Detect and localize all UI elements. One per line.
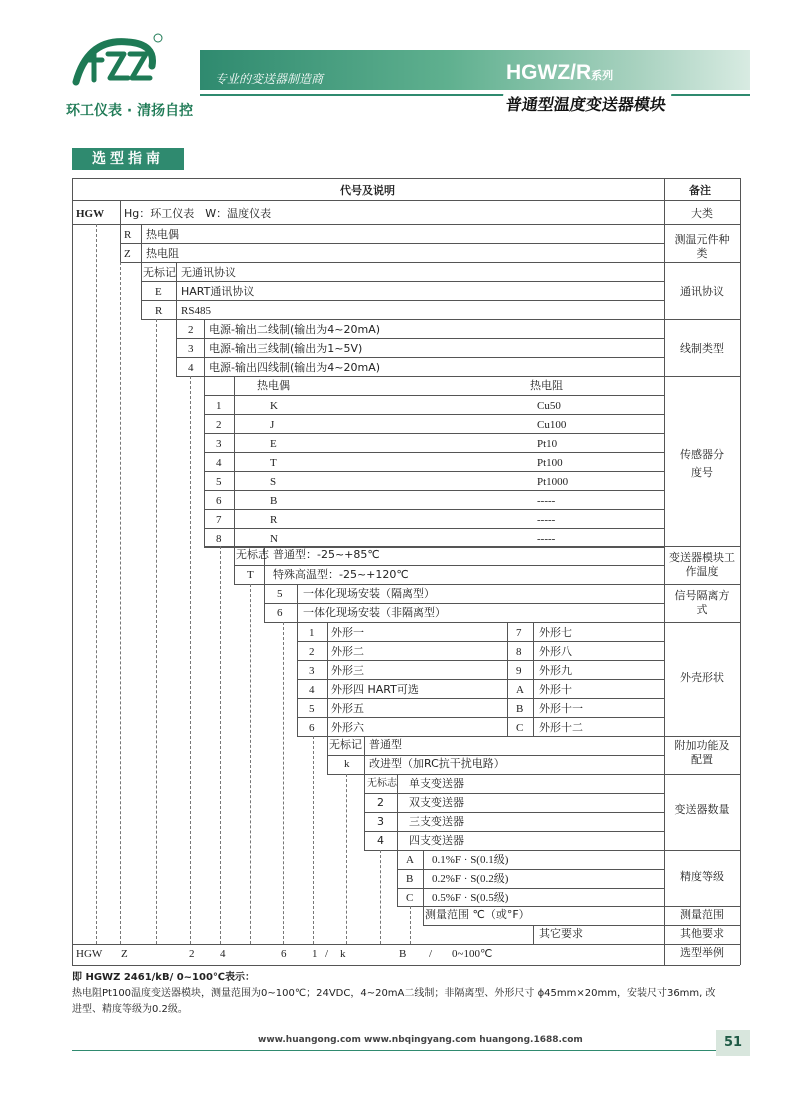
remark-quantity: 变送器数量 (674, 803, 730, 816)
shape-desc: 外形九 (539, 664, 572, 677)
grid-line (397, 869, 664, 870)
desc-hgw: Hg：环工仪表 W：温度仪表 (124, 207, 272, 220)
grid-line (397, 906, 740, 907)
grid-line (297, 698, 664, 699)
grid-line (120, 200, 121, 224)
grid-line (234, 584, 740, 585)
accuracy-code: C (406, 892, 414, 904)
shape-desc: 外形五 (331, 702, 364, 715)
page-number: 51 (716, 1030, 750, 1056)
sensor-rtd: Cu50 (537, 400, 561, 412)
dashed-guide (283, 622, 284, 944)
sensor-code: 8 (216, 533, 222, 545)
code-w3: 3 (188, 343, 194, 355)
shape-desc: 外形一 (331, 626, 364, 639)
header-model (506, 61, 613, 85)
grid-line (204, 414, 664, 415)
grid-line (176, 319, 177, 376)
desc-temp-nomark: 普通型：-25~+85℃ (273, 548, 380, 561)
grid-line (204, 509, 664, 510)
grid-line (297, 717, 664, 718)
grid-line (423, 925, 740, 926)
company-name: 环工仪表 · 清扬自控 (66, 103, 194, 119)
grid-line (297, 660, 664, 661)
quantity-code: 3 (377, 815, 384, 828)
remark-worktemp: 变送器模块工作温度 (669, 551, 735, 578)
sensor-code: 5 (216, 476, 222, 488)
grid-line (72, 944, 740, 945)
dashed-guide (380, 850, 381, 944)
code-r: R (124, 229, 132, 241)
example-code: 6 (281, 948, 287, 960)
dashed-guide (220, 546, 221, 944)
shape-code: 4 (309, 684, 315, 696)
grid-line (204, 395, 664, 396)
grid-line (364, 793, 664, 794)
grid-line (72, 965, 740, 966)
desc-z: 热电阻 (146, 247, 179, 260)
grid-line (141, 300, 664, 301)
shape-desc: 外形四 HART可选 (331, 683, 419, 696)
code-z: Z (124, 248, 131, 260)
quantity-code: 无标志 (367, 778, 397, 789)
grid-line (141, 224, 142, 262)
code-w4: 4 (188, 362, 194, 374)
grid-line (204, 433, 664, 434)
grid-line (141, 319, 740, 320)
accuracy-code: A (406, 854, 414, 866)
grid-line (204, 490, 664, 491)
desc-e: HART通讯协议 (181, 285, 255, 298)
example-code: B (399, 948, 407, 960)
shape-code: B (516, 703, 524, 715)
grid-line (297, 679, 664, 680)
grid-line (423, 906, 424, 925)
shape-code: 9 (516, 665, 522, 677)
sensor-tc: N (270, 533, 278, 545)
grid-line (72, 200, 740, 201)
example-code: 1 (312, 948, 318, 960)
grid-line (176, 376, 740, 377)
desc-func-nomark: 普通型 (369, 738, 402, 751)
grid-line (234, 376, 235, 546)
footer-urls: www.huangong.com www.nbqingyang.com huangong.1688.com (258, 1035, 583, 1045)
desc-func-k: 改进型（加RC抗干扰电路） (369, 757, 505, 770)
quantity-desc: 三支变送器 (409, 815, 464, 828)
remark-example: 选型举例 (680, 946, 724, 959)
code-hgw: HGW (76, 208, 105, 220)
dashed-guide (96, 224, 97, 944)
desc-temp-t: 特殊高温型：-25~+120℃ (273, 568, 409, 581)
example-desc-1: 热电阻Pt100温度变送器模块，测量范围为0~100℃；24VDC，4~20mA二线制；非隔离型、外形尺寸 ϕ45mm×20mm，安装尺寸36mm, 改 (72, 988, 716, 999)
shape-desc: 外形十 (539, 683, 572, 696)
shape-code: 2 (309, 646, 315, 658)
grid-line (264, 622, 740, 623)
example-code: k (340, 948, 346, 960)
sensor-tc: E (270, 438, 277, 450)
dashed-guide (313, 736, 314, 944)
dashed-guide (250, 584, 251, 944)
sensor-tc: S (270, 476, 277, 488)
model-name: HGWZ/R (506, 61, 592, 84)
desc-r: 热电偶 (146, 228, 179, 241)
code-noproto: 无标记 (143, 266, 176, 279)
header-tagline: 专业的变送器制造商 (215, 72, 324, 86)
table-remark-header: 备注 (689, 184, 711, 197)
shape-code: A (516, 684, 524, 696)
code-temp-t: T (247, 569, 254, 581)
grid-line (72, 178, 73, 965)
shape-desc: 外形八 (539, 645, 572, 658)
sensor-rtd: ----- (537, 495, 556, 507)
shape-code: 7 (516, 627, 522, 639)
sensor-rtd: ----- (537, 533, 556, 545)
sensor-rtd: Pt100 (537, 457, 563, 469)
grid-line (327, 774, 740, 775)
shape-code: 5 (309, 703, 315, 715)
example-code: 0~100℃ (452, 948, 493, 960)
sensor-rtd: Pt10 (537, 438, 558, 450)
sensor-code: 2 (216, 419, 222, 431)
sensor-tc: K (270, 400, 278, 412)
shape-desc: 外形十二 (539, 721, 583, 734)
dashed-guide (190, 376, 191, 944)
shape-code: 3 (309, 665, 315, 677)
sensor-tc: J (270, 419, 275, 431)
grid-line (234, 546, 235, 584)
desc-rs: RS485 (181, 305, 211, 317)
accuracy-desc: 0.5%F · S(0.5级) (432, 892, 509, 904)
code-iso5: 5 (277, 588, 283, 600)
shape-desc: 外形七 (539, 626, 572, 639)
code-e: E (155, 286, 162, 298)
grid-line (327, 736, 328, 774)
grid-line (264, 603, 664, 604)
accuracy-code: B (406, 873, 414, 885)
shape-desc: 外形三 (331, 664, 364, 677)
shape-desc: 外形六 (331, 721, 364, 734)
remark-function: 附加功能及配置 (674, 739, 730, 766)
grid-line (533, 925, 534, 944)
remark-shape: 外壳形状 (680, 671, 724, 684)
quantity-desc: 四支变送器 (409, 834, 464, 847)
remark-range: 测量范围 (680, 908, 724, 921)
sensor-code: 6 (216, 495, 222, 507)
grid-line (234, 565, 664, 566)
remark-sensor: 传感器分度号 (680, 448, 724, 479)
example-code: / (325, 948, 329, 960)
sensor-tc-header: 热电偶 (257, 379, 290, 392)
desc-w2: 电源-输出二线制(输出为4~20mA) (209, 323, 381, 336)
grid-line (72, 178, 740, 179)
grid-line (327, 755, 664, 756)
remark-wiring: 线制类型 (680, 342, 724, 355)
desc-w3: 电源-输出三线制(输出为1~5V) (209, 342, 363, 355)
sensor-tc: B (270, 495, 278, 507)
grid-line (507, 622, 508, 736)
section-title: 选型指南 (72, 148, 184, 170)
accuracy-desc: 0.1%F · S(0.1级) (432, 854, 509, 866)
dashed-guide (410, 906, 411, 944)
sensor-rtd-header: 热电阻 (530, 379, 563, 392)
grid-line (120, 262, 740, 263)
shape-desc: 外形十一 (539, 702, 583, 715)
dashed-guide (120, 262, 121, 944)
model-series: 系列 (591, 70, 614, 82)
code-func-nomark: 无标记 (329, 738, 362, 751)
example-code: Z (121, 948, 128, 960)
grid-line (364, 736, 365, 774)
desc-other: 其它要求 (539, 927, 583, 940)
shape-code: C (516, 722, 524, 734)
grid-line (423, 850, 424, 906)
code-w2: 2 (188, 324, 194, 336)
sensor-code: 1 (216, 400, 222, 412)
example-desc-2: 进型、精度等级为0.2级。 (72, 1004, 188, 1015)
grid-line (397, 888, 664, 889)
sensor-tc: R (270, 514, 278, 526)
page-title: 普通型温度变送器模块 (500, 92, 671, 115)
quantity-code: 4 (377, 834, 384, 847)
sensor-rtd: Cu100 (537, 419, 567, 431)
dashed-guide (346, 774, 347, 944)
example-title: 即 HGWZ 2461/kB/ 0~100℃表示： (72, 972, 256, 983)
grid-line (141, 262, 142, 319)
grid-line (176, 338, 664, 339)
code-func-k: k (344, 758, 350, 770)
code-rs: R (155, 305, 163, 317)
grid-line (397, 850, 398, 906)
code-temp-nomark: 无标志 (236, 548, 269, 561)
remark-isolation: 信号隔离方式 (674, 589, 730, 616)
shape-code: 1 (309, 627, 315, 639)
grid-line (204, 452, 664, 453)
remark-other: 其他要求 (680, 927, 724, 940)
grid-line (176, 357, 664, 358)
sensor-code: 3 (216, 438, 222, 450)
sensor-tc: T (270, 457, 277, 469)
example-code: 2 (189, 948, 195, 960)
sensor-code: 7 (216, 514, 222, 526)
grid-line (297, 641, 664, 642)
grid-line (72, 224, 740, 225)
remark-protocol: 通讯协议 (680, 285, 724, 298)
footer-rule (72, 1050, 750, 1051)
grid-line (327, 622, 328, 736)
desc-range: 测量范围 ℃（或°F） (425, 908, 530, 921)
grid-line (204, 471, 664, 472)
grid-line (364, 812, 664, 813)
desc-iso6: 一体化现场安装（非隔离型） (303, 606, 446, 619)
grid-line (120, 224, 121, 262)
grid-line (297, 622, 298, 736)
grid-line (204, 376, 205, 546)
example-code: HGW (76, 948, 103, 960)
dashed-guide (156, 319, 157, 944)
code-iso6: 6 (277, 607, 283, 619)
sensor-rtd: Pt1000 (537, 476, 569, 488)
grid-line (364, 850, 740, 851)
sensor-code: 4 (216, 457, 222, 469)
shape-desc: 外形二 (331, 645, 364, 658)
grid-line (141, 281, 664, 282)
shape-code: 8 (516, 646, 522, 658)
remark-category: 大类 (691, 207, 713, 220)
grid-line (176, 262, 177, 319)
example-code: / (429, 948, 433, 960)
grid-line (740, 178, 741, 965)
grid-line (297, 584, 298, 622)
grid-line (364, 774, 365, 850)
table-col-header: 代号及说明 (340, 184, 395, 197)
quantity-code: 2 (377, 796, 384, 809)
remark-accuracy: 精度等级 (680, 870, 724, 883)
desc-iso5: 一体化现场安装（隔离型） (303, 587, 435, 600)
quantity-desc: 单支变送器 (409, 777, 464, 790)
grid-line (397, 774, 398, 850)
grid-line (204, 546, 740, 547)
grid-line (204, 319, 205, 376)
sensor-rtd: ----- (537, 514, 556, 526)
grid-line (120, 243, 664, 244)
grid-line (533, 622, 534, 736)
desc-noproto: 无通讯协议 (181, 266, 236, 279)
grid-line (364, 831, 664, 832)
grid-line (204, 528, 664, 529)
company-logo (68, 30, 163, 92)
remark-element: 测温元件种类 (674, 233, 730, 260)
grid-line (264, 584, 265, 622)
shape-code: 6 (309, 722, 315, 734)
quantity-desc: 双支变送器 (409, 796, 464, 809)
example-code: 4 (220, 948, 226, 960)
accuracy-desc: 0.2%F · S(0.2级) (432, 873, 509, 885)
desc-w4: 电源-输出四线制(输出为4~20mA) (209, 361, 381, 374)
